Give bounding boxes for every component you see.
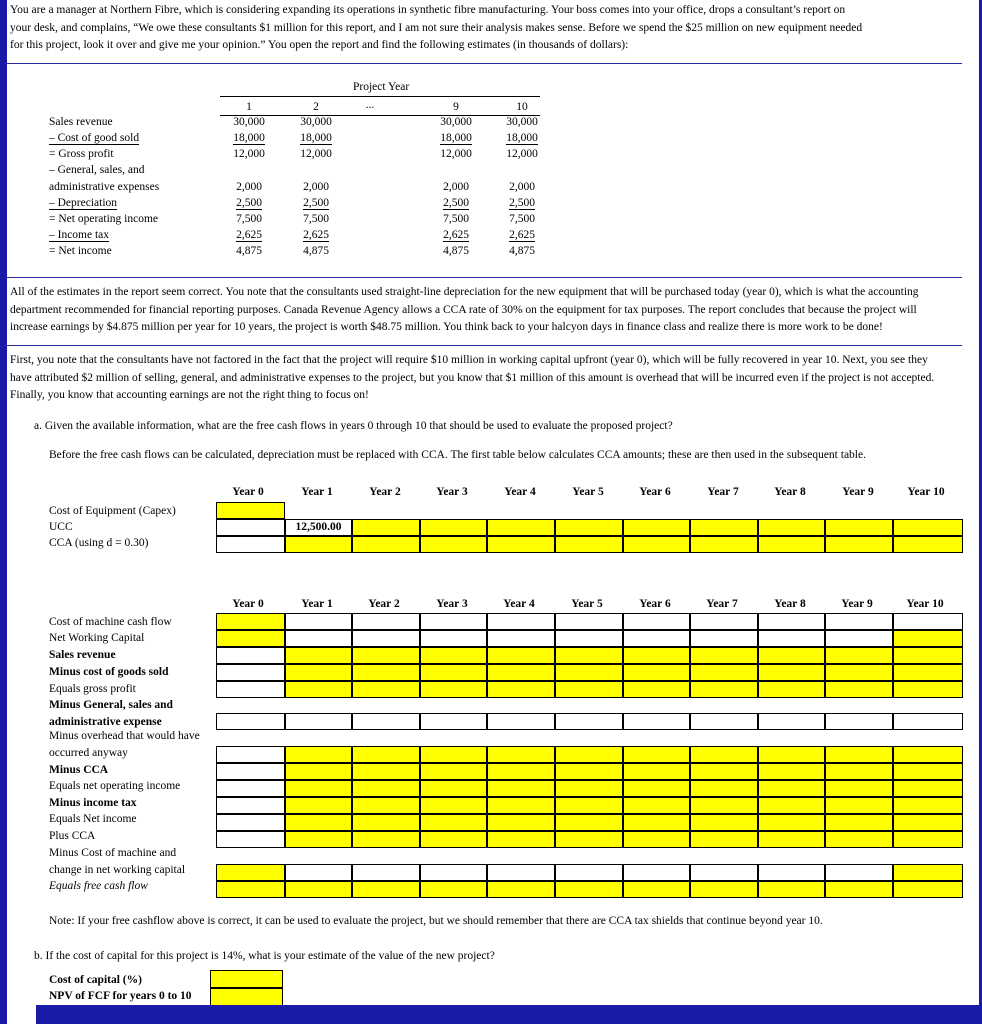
fcf-cell-r0-year-3[interactable] [420, 613, 487, 630]
fcf-cell-r13-year-1[interactable] [285, 881, 352, 898]
report-value: 7,500 [303, 213, 329, 225]
fcf-cell-r8-year-0[interactable] [216, 780, 285, 797]
analysis-paragraph [10, 284, 970, 337]
fcf-cell-r3-year-6[interactable] [623, 664, 690, 681]
fcf-row-label: Minus cost of goods sold [49, 666, 169, 678]
fcf-cell-r1-year-5[interactable] [555, 630, 623, 647]
fcf-cell-r2-year-0[interactable] [216, 647, 285, 664]
report-value: 18,000 [440, 132, 472, 144]
report-row-label: – Depreciation [49, 197, 118, 209]
fcf-cell-r5-year-0[interactable] [216, 713, 285, 730]
cost-of-capital-label: Cost of capital (%) [49, 974, 142, 986]
ucc-cell-year-8[interactable] [758, 519, 825, 536]
report-value: 2,500 [236, 197, 262, 209]
fcf-year-header: Year 8 [774, 598, 806, 610]
fcf-cell-r8-year-3[interactable] [420, 780, 487, 797]
fcf-cell-r3-year-9[interactable] [825, 664, 893, 681]
fcf-cell-r4-year-1[interactable] [285, 681, 352, 698]
fcf-cell-r13-year-6[interactable] [623, 881, 690, 898]
report-value: 30,000 [506, 116, 538, 128]
fcf-cell-r10-year-7[interactable] [690, 814, 758, 831]
fcf-cell-r11-year-8[interactable] [758, 831, 825, 848]
fcf-cell-r6-year-10[interactable] [893, 746, 963, 763]
divider [7, 345, 962, 346]
year-header: Year 5 [572, 486, 604, 498]
cca-note: Before the free cash flows can be calculated, depreciation must be replaced with CCA. The first table below calculates CCA amounts; these are then used in the subsequent table. [49, 449, 866, 461]
fcf-cell-r9-year-5[interactable] [555, 797, 623, 814]
cca-cell-year-10[interactable] [893, 536, 963, 553]
fcf-cell-r5-year-2[interactable] [352, 713, 420, 730]
fcf-cell-r0-year-1[interactable] [285, 613, 352, 630]
fcf-cell-r8-year-7[interactable] [690, 780, 758, 797]
fcf-cell-r12-year-0[interactable] [216, 864, 285, 881]
fcf-cell-r9-year-9[interactable] [825, 797, 893, 814]
cca-row-label: Cost of Equipment (Capex) [49, 505, 176, 517]
fcf-cell-r11-year-5[interactable] [555, 831, 623, 848]
fcf-cell-r13-year-10[interactable] [893, 881, 963, 898]
fcf-cell-r8-year-1[interactable] [285, 780, 352, 797]
fcf-cell-r6-year-5[interactable] [555, 746, 623, 763]
fcf-cell-r0-year-4[interactable] [487, 613, 555, 630]
cca-cell-year-0[interactable] [216, 536, 285, 553]
project-year-label: Project Year [353, 81, 410, 93]
fcf-cell-r1-year-3[interactable] [420, 630, 487, 647]
fcf-cell-r3-year-2[interactable] [352, 664, 420, 681]
report-value: 7,500 [509, 213, 535, 225]
fcf-cell-r11-year-9[interactable] [825, 831, 893, 848]
fcf-cell-r7-year-9[interactable] [825, 763, 893, 780]
fcf-cell-r2-year-5[interactable] [555, 647, 623, 664]
fcf-cell-r0-year-10[interactable] [893, 613, 963, 630]
fcf-cell-r11-year-1[interactable] [285, 831, 352, 848]
fcf-cell-r2-year-6[interactable] [623, 647, 690, 664]
fcf-cell-r0-year-8[interactable] [758, 613, 825, 630]
report-value: 12,000 [506, 148, 538, 160]
left-border-bar [0, 0, 7, 1024]
fcf-cell-r10-year-2[interactable] [352, 814, 420, 831]
fcf-cell-r6-year-1[interactable] [285, 746, 352, 763]
fcf-cell-r10-year-9[interactable] [825, 814, 893, 831]
ucc-cell-year-3[interactable] [420, 519, 487, 536]
fcf-cell-r3-year-7[interactable] [690, 664, 758, 681]
fcf-year-header: Year 7 [706, 598, 738, 610]
paragraph-line: have attributed $2 million of selling, general, and administrative expenses to the project, but you know that $1 million of this amount is overhead that will be incurred even if the project is not accepted. [10, 371, 935, 384]
fcf-row-label: Sales revenue [49, 649, 116, 661]
year-header: Year 0 [232, 486, 264, 498]
year-header: Year 10 [907, 486, 945, 498]
fcf-cell-r7-year-0[interactable] [216, 763, 285, 780]
cca-cell-year-9[interactable] [825, 536, 893, 553]
fcf-cell-r13-year-8[interactable] [758, 881, 825, 898]
report-value: 2,625 [303, 229, 329, 241]
report-value: 12,000 [233, 148, 265, 160]
fcf-cell-r12-year-1[interactable] [285, 864, 352, 881]
fcf-cell-r12-year-9[interactable] [825, 864, 893, 881]
fcf-cell-r9-year-0[interactable] [216, 797, 285, 814]
ucc-cell-year-2[interactable] [352, 519, 420, 536]
report-value: 18,000 [506, 132, 538, 144]
report-col-header: 2 [313, 101, 319, 113]
fcf-cell-r10-year-3[interactable] [420, 814, 487, 831]
fcf-row-label: Minus General, sales and [49, 699, 173, 711]
report-value: 12,000 [300, 148, 332, 160]
ucc-cell-year-0[interactable] [216, 519, 285, 536]
year-header: Year 9 [842, 486, 874, 498]
fcf-cell-r12-year-7[interactable] [690, 864, 758, 881]
report-value: 7,500 [443, 213, 469, 225]
intro-line: You are a manager at Northern Fibre, which is considering expanding its operations in synthetic fibre manufacturing. Your boss comes into your office, drops a consultant’s report on [10, 4, 846, 16]
fcf-cell-r13-year-4[interactable] [487, 881, 555, 898]
bottom-border-bar [36, 1005, 982, 1024]
fcf-row-label: Equals net operating income [49, 780, 181, 792]
fcf-cell-r7-year-10[interactable] [893, 763, 963, 780]
fcf-cell-r0-year-5[interactable] [555, 613, 623, 630]
fcf-cell-r4-year-2[interactable] [352, 681, 420, 698]
fcf-cell-r1-year-0[interactable] [216, 630, 285, 647]
intro-line: your desk, and complains, “We owe these consultants $1 million for this report, and I am not sure their analysis makes sense. Before we spend the $25 million on new equipment needed [10, 21, 863, 34]
fcf-cell-r8-year-5[interactable] [555, 780, 623, 797]
ucc-cell-year-10[interactable] [893, 519, 963, 536]
capex-input-year-0[interactable] [216, 502, 285, 519]
fcf-cell-r2-year-1[interactable] [285, 647, 352, 664]
fcf-cell-r2-year-10[interactable] [893, 647, 963, 664]
fcf-cell-r13-year-5[interactable] [555, 881, 623, 898]
divider [7, 63, 962, 64]
fcf-year-header: Year 0 [232, 598, 264, 610]
report-value: 7,500 [236, 213, 262, 225]
fcf-cell-r12-year-4[interactable] [487, 864, 555, 881]
fcf-cell-r1-year-6[interactable] [623, 630, 690, 647]
fcf-cell-r1-year-4[interactable] [487, 630, 555, 647]
fcf-cell-r7-year-3[interactable] [420, 763, 487, 780]
fcf-cell-r12-year-6[interactable] [623, 864, 690, 881]
fcf-cell-r12-year-8[interactable] [758, 864, 825, 881]
fcf-cell-r5-year-9[interactable] [825, 713, 893, 730]
fcf-cell-r2-year-3[interactable] [420, 647, 487, 664]
fcf-cell-r12-year-10[interactable] [893, 864, 963, 881]
fcf-year-header: Year 2 [368, 598, 400, 610]
report-row-label: = Gross profit [49, 148, 114, 160]
fcf-cell-r3-year-0[interactable] [216, 664, 285, 681]
report-row-label: = Net operating income [49, 213, 158, 225]
fcf-row-label: Equals free cash flow [49, 880, 148, 892]
fcf-row-label: change in net working capital [49, 864, 186, 876]
report-col-header: ... [365, 99, 375, 111]
fcf-row-label: Equals gross profit [49, 683, 136, 695]
cca-cell-year-2[interactable] [352, 536, 420, 553]
fcf-cell-r11-year-4[interactable] [487, 831, 555, 848]
report-value: 18,000 [233, 132, 265, 144]
fcf-year-header: Year 1 [301, 598, 333, 610]
fcf-cell-r4-year-3[interactable] [420, 681, 487, 698]
report-value: 2,625 [443, 229, 469, 241]
fcf-cell-r7-year-6[interactable] [623, 763, 690, 780]
fcf-cell-r5-year-3[interactable] [420, 713, 487, 730]
fcf-cell-r3-year-5[interactable] [555, 664, 623, 681]
fcf-cell-r8-year-2[interactable] [352, 780, 420, 797]
fcf-row-label: Minus CCA [49, 764, 109, 776]
fcf-cell-r12-year-5[interactable] [555, 864, 623, 881]
fcf-cell-r11-year-10[interactable] [893, 831, 963, 848]
fcf-cell-r10-year-4[interactable] [487, 814, 555, 831]
paragraph-line: First, you note that the consultants have not factored in the fact that the project will require $10 million in working capital upfront (year 0), which will be fully recovered in year 10. Next, you see they [10, 354, 928, 366]
report-value: 2,000 [236, 181, 262, 193]
fcf-year-header: Year 4 [503, 598, 535, 610]
fcf-cell-r6-year-3[interactable] [420, 746, 487, 763]
cca-cell-year-7[interactable] [690, 536, 758, 553]
fcf-cell-r10-year-0[interactable] [216, 814, 285, 831]
fcf-cell-r12-year-3[interactable] [420, 864, 487, 881]
ucc-cell-year-7[interactable] [690, 519, 758, 536]
paragraph-line: Finally, you know that accounting earnings are not the right thing to focus on! [10, 389, 369, 401]
cca-shield-note: Note: If your free cashflow above is correct, it can be used to evaluate the project, but we should remember that there are CCA tax shields that continue beyond year 10. [49, 915, 823, 927]
report-row-label: – Income tax [49, 229, 110, 241]
question-b: b. If the cost of capital for this project is 14%, what is your estimate of the value of the new project? [34, 950, 495, 962]
report-value: 2,000 [509, 181, 535, 193]
fcf-cell-r7-year-5[interactable] [555, 763, 623, 780]
fcf-cell-r6-year-0[interactable] [216, 746, 285, 763]
fcf-cell-r6-year-6[interactable] [623, 746, 690, 763]
cca-row-label: UCC [49, 521, 73, 533]
fcf-cell-r6-year-2[interactable] [352, 746, 420, 763]
fcf-cell-r0-year-7[interactable] [690, 613, 758, 630]
fcf-cell-r0-year-0[interactable] [216, 613, 285, 630]
fcf-cell-r7-year-1[interactable] [285, 763, 352, 780]
fcf-cell-r4-year-6[interactable] [623, 681, 690, 698]
cca-cell-year-4[interactable] [487, 536, 555, 553]
fcf-row-label: Minus overhead that would have [49, 730, 200, 742]
fcf-cell-r9-year-1[interactable] [285, 797, 352, 814]
fcf-cell-r5-year-6[interactable] [623, 713, 690, 730]
fcf-cell-r7-year-2[interactable] [352, 763, 420, 780]
year-header: Year 6 [639, 486, 671, 498]
fcf-cell-r1-year-8[interactable] [758, 630, 825, 647]
fcf-cell-r13-year-2[interactable] [352, 881, 420, 898]
year-header: Year 2 [369, 486, 401, 498]
fcf-row-label: Cost of machine cash flow [49, 616, 172, 628]
issues-paragraph [10, 352, 970, 405]
fcf-cell-r4-year-4[interactable] [487, 681, 555, 698]
fcf-cell-r5-year-10[interactable] [893, 713, 963, 730]
report-row-label: administrative expenses [49, 181, 160, 193]
report-value: 2,500 [509, 197, 535, 209]
fcf-cell-r9-year-3[interactable] [420, 797, 487, 814]
fcf-cell-r5-year-5[interactable] [555, 713, 623, 730]
year-header: Year 7 [707, 486, 739, 498]
fcf-cell-r7-year-7[interactable] [690, 763, 758, 780]
fcf-cell-r3-year-4[interactable] [487, 664, 555, 681]
fcf-cell-r10-year-1[interactable] [285, 814, 352, 831]
ucc-cell-year-5[interactable] [555, 519, 623, 536]
report-row-label: Sales revenue [49, 116, 113, 128]
report-value: 12,000 [440, 148, 472, 160]
fcf-cell-r3-year-8[interactable] [758, 664, 825, 681]
report-value: 4,875 [236, 245, 262, 257]
fcf-row-label: Plus CCA [49, 830, 96, 842]
fcf-row-label: administrative expense [49, 716, 162, 728]
report-row-label: – Cost of good sold [49, 132, 140, 144]
fcf-cell-r9-year-10[interactable] [893, 797, 963, 814]
fcf-cell-r10-year-5[interactable] [555, 814, 623, 831]
fcf-cell-r7-year-4[interactable] [487, 763, 555, 780]
fcf-cell-r13-year-9[interactable] [825, 881, 893, 898]
fcf-cell-r13-year-7[interactable] [690, 881, 758, 898]
paragraph-line: department recommended for financial reporting purposes. Canada Revenue Agency allows a CCA rate of 30% on the equipment for tax purposes. The report concludes that because the project will [10, 303, 917, 316]
fcf-cell-r9-year-8[interactable] [758, 797, 825, 814]
fcf-year-header: Year 9 [841, 598, 873, 610]
fcf-cell-r5-year-1[interactable] [285, 713, 352, 730]
npv-input[interactable] [210, 988, 283, 1006]
fcf-cell-r6-year-7[interactable] [690, 746, 758, 763]
paragraph-line: All of the estimates in the report seem correct. You note that the consultants used straight-line depreciation for the new equipment that will be purchased today (year 0), which is what the accounting [10, 286, 919, 298]
fcf-cell-r1-year-10[interactable] [893, 630, 963, 647]
report-value: 4,875 [509, 245, 535, 257]
fcf-cell-r1-year-2[interactable] [352, 630, 420, 647]
fcf-cell-r4-year-0[interactable] [216, 681, 285, 698]
report-value: 2,625 [509, 229, 535, 241]
year-header: Year 8 [774, 486, 806, 498]
report-value: 30,000 [440, 116, 472, 128]
paragraph-line: increase earnings by $4.875 million per year for 10 years, the project is worth $48.75 million. You think back to your halcyon days in finance class and realize there is more work to be done! [10, 321, 883, 333]
fcf-cell-r11-year-0[interactable] [216, 831, 285, 848]
fcf-cell-r11-year-7[interactable] [690, 831, 758, 848]
fcf-cell-r10-year-6[interactable] [623, 814, 690, 831]
fcf-cell-r10-year-10[interactable] [893, 814, 963, 831]
report-value: 18,000 [300, 132, 332, 144]
fcf-cell-r4-year-5[interactable] [555, 681, 623, 698]
fcf-cell-r8-year-4[interactable] [487, 780, 555, 797]
fcf-row-label: occurred anyway [49, 747, 128, 759]
year-header: Year 1 [301, 486, 333, 498]
report-value: 2,000 [443, 181, 469, 193]
fcf-row-label: Minus Cost of machine and [49, 847, 177, 859]
fcf-cell-r12-year-2[interactable] [352, 864, 420, 881]
fcf-cell-r2-year-9[interactable] [825, 647, 893, 664]
fcf-year-header: Year 10 [906, 598, 944, 610]
fcf-row-label: Net Working Capital [49, 632, 145, 644]
fcf-row-label: Equals Net income [49, 813, 137, 825]
ucc-cell-year-4[interactable] [487, 519, 555, 536]
report-value: 30,000 [300, 116, 332, 128]
fcf-cell-r7-year-8[interactable] [758, 763, 825, 780]
divider [7, 277, 962, 278]
fcf-cell-r2-year-2[interactable] [352, 647, 420, 664]
cca-cell-year-6[interactable] [623, 536, 690, 553]
fcf-cell-r9-year-4[interactable] [487, 797, 555, 814]
report-col-header: 1 [246, 101, 252, 113]
cca-cell-year-1[interactable] [285, 536, 352, 553]
fcf-row-label: Minus income tax [49, 797, 137, 809]
fcf-cell-r9-year-7[interactable] [690, 797, 758, 814]
fcf-cell-r0-year-6[interactable] [623, 613, 690, 630]
fcf-cell-r3-year-10[interactable] [893, 664, 963, 681]
fcf-cell-r2-year-8[interactable] [758, 647, 825, 664]
project-year-rule [220, 96, 540, 97]
fcf-cell-r6-year-8[interactable] [758, 746, 825, 763]
cost-of-capital-input[interactable] [210, 970, 283, 988]
fcf-cell-r9-year-2[interactable] [352, 797, 420, 814]
cca-cell-year-3[interactable] [420, 536, 487, 553]
ucc-cell-year-1[interactable]: 12,500.00 [285, 519, 352, 536]
fcf-cell-r5-year-7[interactable] [690, 713, 758, 730]
ucc-cell-year-9[interactable] [825, 519, 893, 536]
fcf-cell-r2-year-7[interactable] [690, 647, 758, 664]
fcf-year-header: Year 6 [639, 598, 671, 610]
fcf-cell-r0-year-9[interactable] [825, 613, 893, 630]
report-value: 2,500 [303, 197, 329, 209]
fcf-cell-r1-year-7[interactable] [690, 630, 758, 647]
fcf-cell-r8-year-8[interactable] [758, 780, 825, 797]
fcf-cell-r3-year-3[interactable] [420, 664, 487, 681]
fcf-cell-r6-year-9[interactable] [825, 746, 893, 763]
fcf-cell-r9-year-6[interactable] [623, 797, 690, 814]
cca-cell-year-8[interactable] [758, 536, 825, 553]
fcf-cell-r11-year-2[interactable] [352, 831, 420, 848]
fcf-cell-r3-year-1[interactable] [285, 664, 352, 681]
report-value: 2,000 [303, 181, 329, 193]
intro-line: for this project, look it over and give me your opinion.” You open the report and find the following estimates (in thousands of dollars): [10, 39, 629, 51]
report-row-label: – General, sales, and [49, 164, 145, 176]
fcf-cell-r1-year-1[interactable] [285, 630, 352, 647]
report-col-header: 10 [516, 101, 528, 113]
cca-row-label: CCA (using d = 0.30) [49, 537, 149, 549]
year-header: Year 3 [436, 486, 468, 498]
fcf-cell-r11-year-6[interactable] [623, 831, 690, 848]
year-header: Year 4 [504, 486, 536, 498]
fcf-cell-r11-year-3[interactable] [420, 831, 487, 848]
report-value: 2,500 [443, 197, 469, 209]
report-value: 2,625 [236, 229, 262, 241]
fcf-cell-r6-year-4[interactable] [487, 746, 555, 763]
report-value: 4,875 [303, 245, 329, 257]
fcf-cell-r4-year-10[interactable] [893, 681, 963, 698]
fcf-cell-r0-year-2[interactable] [352, 613, 420, 630]
fcf-cell-r4-year-9[interactable] [825, 681, 893, 698]
question-a: a. Given the available information, what are the free cash flows in years 0 through 10 that should be used to evaluate the proposed project? [34, 420, 673, 432]
fcf-year-header: Year 3 [436, 598, 468, 610]
fcf-cell-r4-year-7[interactable] [690, 681, 758, 698]
fcf-cell-r1-year-9[interactable] [825, 630, 893, 647]
cca-cell-year-5[interactable] [555, 536, 623, 553]
fcf-cell-r4-year-8[interactable] [758, 681, 825, 698]
ucc-cell-year-6[interactable] [623, 519, 690, 536]
fcf-cell-r13-year-0[interactable] [216, 881, 285, 898]
report-value: 30,000 [233, 116, 265, 128]
fcf-cell-r8-year-10[interactable] [893, 780, 963, 797]
fcf-cell-r8-year-6[interactable] [623, 780, 690, 797]
intro-paragraph [10, 2, 970, 55]
npv-label: NPV of FCF for years 0 to 10 [49, 990, 192, 1002]
fcf-cell-r5-year-4[interactable] [487, 713, 555, 730]
fcf-cell-r13-year-3[interactable] [420, 881, 487, 898]
report-value: 4,875 [443, 245, 469, 257]
fcf-cell-r5-year-8[interactable] [758, 713, 825, 730]
report-col-header: 9 [453, 101, 459, 113]
fcf-year-header: Year 5 [571, 598, 603, 610]
report-row-label: = Net income [49, 245, 112, 257]
fcf-cell-r10-year-8[interactable] [758, 814, 825, 831]
fcf-cell-r8-year-9[interactable] [825, 780, 893, 797]
fcf-cell-r2-year-4[interactable] [487, 647, 555, 664]
